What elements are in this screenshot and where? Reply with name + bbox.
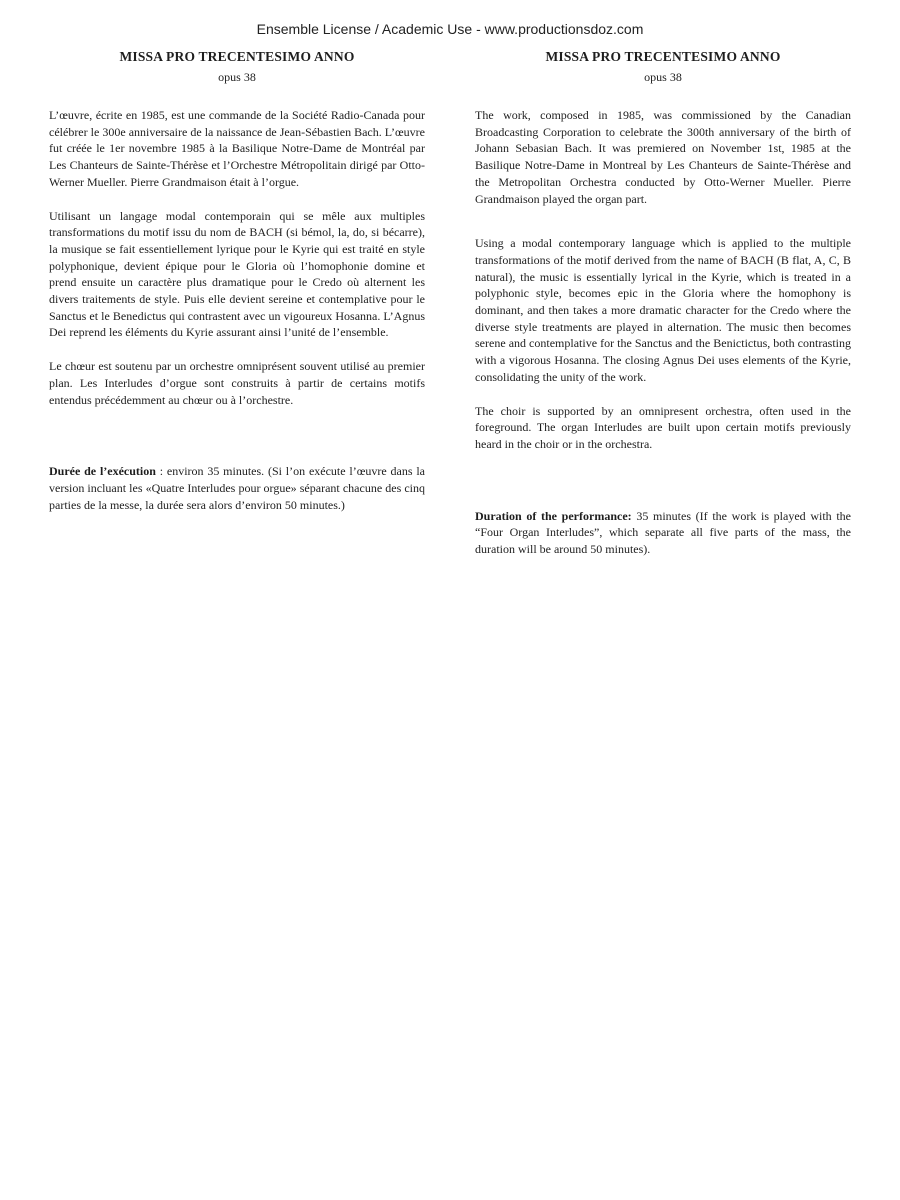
english-paragraph-1: The work, composed in 1985, was commissioned by the Canadian Broadcasting Corporation to celebrate the 300th anniversary of the birth of Johann Sebasian Bach. It was premiered on November 1st, 1985 at the Basilique Notre-Dame in Montreal by Les Chanteurs de Sainte-Thérèse and the Metropolitan Orchestra conducted by Otto-Werner Mueller. Pierre Grandmaison played the organ part. <box>475 108 851 206</box>
english-paragraph-3: The choir is supported by an omnipresent orchestra, often used in the foreground. The organ Interludes are built upon certain motifs previously heard in the choir or in the orchestra. <box>475 403 851 451</box>
english-column <box>475 48 851 558</box>
french-duration <box>49 463 425 513</box>
french-duration-text: : environ 35 minutes. (Si l’on exécute l’œuvre dans la version incluant les «Quatre Interludes pour orgue» séparant chacune des cinq parties de la messe, la durée sera alors d’environ 50 minutes.) <box>49 464 425 512</box>
french-paragraph-1: L’œuvre, écrite en 1985, est une commande de la Société Radio-Canada pour célébrer le 300e anniversaire de la naissance de Jean-Sébastien Bach. L’œuvre fut créée le 1er novembre 1985 à la Basilique Notre-Dame de Montréal par Les Chanteurs de Sainte-Thérèse et l’Orchestre Métropolitain dirigé par Otto-Werner Mueller. Pierre Grandmaison était à l’orgue. <box>49 108 425 189</box>
french-column <box>49 48 425 513</box>
english-opus: opus 38 <box>644 70 682 84</box>
french-title: MISSA PRO TRECENTESIMO ANNO <box>119 49 355 64</box>
french-paragraph-3: Le chœur est soutenu par un orchestre omniprésent souvent utilisé au premier plan. Les Interludes d’orgue sont construits à partir de certains motifs entendus précédemment au chœur ou à l’orchestre. <box>49 359 425 407</box>
english-duration-text: 35 minutes (If the work is played with the “Four Organ Interludes”, which separate all five parts of the mass, the duration will be around 50 minutes). <box>475 508 851 557</box>
french-paragraph-2: Utilisant un langage modal contemporain qui se mêle aux multiples transformations du motif issu du nom de BACH (si bémol, la, do, si bécarre), la musique se fait essentiellement lyrique pour le Kyrie qui est traité en style polyphonique, devient épique pour le Gloria où l’homophonie domine et prend ensuite un caractère plus dramatique pour le Credo où alternent les divers traitements de style. Puis elle devient sereine et contemplative pour le Sanctus et le Benedictus qui contrastent avec un vigoureux Hosanna. L’Agnus Dei reprend les éléments du Kyrie assurant ainsi l’unité de l’ensemble. <box>49 208 425 340</box>
license-banner: Ensemble License / Academic Use - www.productionsdoz.com <box>256 21 644 37</box>
english-duration <box>475 508 851 558</box>
french-duration-label: Durée de l’exécution <box>49 464 156 479</box>
english-paragraph-2: Using a modal contemporary language which is applied to the multiple transformations of the motif derived from the name of BACH (B flat, A, C, B natural), the music is essentially lyrical in the Kyrie, which is treated in a polyphonic style, becomes epic in the Gloria where the homophony is dominant, and then takes a more dramatic character for the Credo where the diverse style treatments are played in alternation. The music then becomes serene and contemplative for the Sanctus and the Benictictus, both contrasting with a vigorous Hosanna. The closing Agnus Dei uses elements of the Kyrie, consolidating the unity of the work. <box>475 236 851 384</box>
english-title: MISSA PRO TRECENTESIMO ANNO <box>545 49 781 64</box>
french-opus: opus 38 <box>218 70 256 84</box>
english-duration-label: Duration of the performance: <box>475 508 632 523</box>
